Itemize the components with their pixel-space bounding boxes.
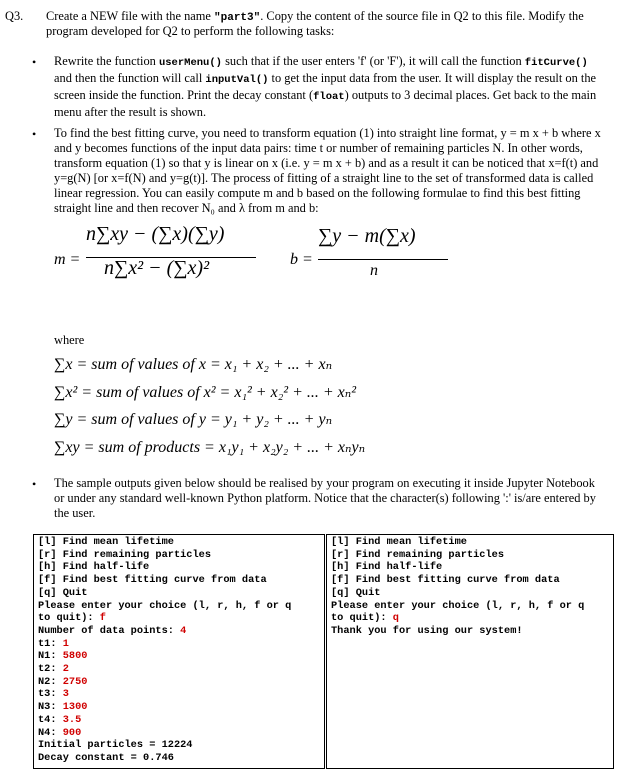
formula-m-numerator: n∑xy − (∑x)(∑y) bbox=[86, 223, 225, 245]
bullet2-line: transform equation (1) so that y is linear on x (i.e. y = m x + b) and as a result it can be noticed that x=f(t) and bbox=[54, 156, 599, 170]
fn-fitcurve: fitCurve() bbox=[524, 57, 588, 69]
bullet3-line: the user. bbox=[54, 506, 96, 520]
output-text: Initial particles = 12224 bbox=[38, 739, 193, 752]
filename: "part3" bbox=[214, 12, 261, 24]
output-text: Please enter your choice (l, r, h, f or q bbox=[38, 599, 292, 612]
user-input: 2 bbox=[62, 663, 69, 676]
output-line bbox=[331, 561, 609, 574]
output-text: Please enter your choice (l, r, h, f or q bbox=[331, 599, 585, 612]
output-text: t2: bbox=[38, 663, 63, 676]
bullet1-text: such that if the user enters 'f' (or 'F'), it will call the function bbox=[221, 54, 525, 68]
bullet1-text: menu after the result is shown. bbox=[54, 105, 207, 119]
where-label: where bbox=[54, 333, 85, 347]
formula-b-bar bbox=[318, 259, 448, 260]
output-line bbox=[38, 536, 320, 549]
output-text: N1: bbox=[38, 650, 63, 663]
formula-b-lhs: b = bbox=[290, 251, 313, 268]
formula-b-denominator: n bbox=[370, 262, 378, 279]
output-text: [r] Find remaining particles bbox=[331, 548, 505, 561]
output-text: Number of data points: bbox=[38, 624, 181, 637]
definition-sum-y: ∑y = sum of values of y = y₁ + y₂ + ... + yₙ bbox=[54, 411, 333, 428]
output-line bbox=[331, 612, 609, 625]
bullet-icon: • bbox=[32, 477, 37, 491]
bullet1-text: and then the function will call bbox=[54, 71, 206, 85]
output-text: Thank you for using our system! bbox=[331, 624, 523, 637]
bullet1-text: screen inside the function. Print the decay constant ( bbox=[54, 88, 314, 102]
output-line bbox=[38, 663, 320, 676]
sample-output-left bbox=[33, 534, 325, 769]
fn-inputval: inputVal() bbox=[205, 74, 269, 86]
output-line bbox=[38, 752, 320, 765]
definition-sum-x2: ∑x² = sum of values of x² = x₁² + x₂² + ... + xₙ² bbox=[54, 384, 357, 401]
output-text: [f] Find best fitting curve from data bbox=[331, 574, 560, 587]
definition-sum-xy: ∑xy = sum of products = x₁y₁ + x₂y₂ + ... + xₙyₙ bbox=[54, 439, 366, 456]
bullet1-text: Rewrite the function bbox=[54, 54, 159, 68]
bullet3-paragraph bbox=[54, 476, 614, 521]
output-text: [r] Find remaining particles bbox=[38, 548, 212, 561]
bullet2-line: To find the best fitting curve, you need to transform equation (1) into straight line format, y = m x + b where x bbox=[54, 126, 601, 140]
output-text: N4: bbox=[38, 726, 63, 739]
output-line bbox=[38, 739, 320, 752]
user-input: 4 bbox=[180, 624, 187, 637]
fn-usermenu: userMenu() bbox=[158, 57, 222, 69]
output-text: t4: bbox=[38, 713, 63, 726]
output-line bbox=[38, 638, 320, 651]
user-input: f bbox=[99, 612, 106, 625]
output-line bbox=[38, 701, 320, 714]
output-line bbox=[331, 625, 609, 638]
output-line bbox=[331, 536, 609, 549]
output-text: t3: bbox=[38, 688, 63, 701]
output-line bbox=[38, 714, 320, 727]
intro-text-a: Create a NEW file with the name bbox=[46, 9, 215, 23]
output-text: Decay constant = 0.746 bbox=[38, 751, 174, 764]
user-input: 1 bbox=[62, 637, 69, 650]
output-text: to quit): bbox=[331, 612, 393, 625]
user-input: 3 bbox=[62, 688, 69, 701]
bullet2-paragraph bbox=[54, 126, 614, 216]
output-line bbox=[38, 650, 320, 663]
output-line bbox=[38, 625, 320, 638]
output-line bbox=[38, 612, 320, 625]
output-text: [l] Find mean lifetime bbox=[331, 536, 467, 548]
output-line bbox=[331, 600, 609, 613]
formula-b-numerator: ∑y − m(∑x) bbox=[318, 225, 416, 247]
output-text: [q] Quit bbox=[38, 586, 88, 599]
bullet-icon: • bbox=[32, 127, 37, 141]
output-text: N3: bbox=[38, 701, 63, 714]
fn-float: float bbox=[313, 91, 345, 103]
bullet3-line: or under any standard well-known Python platform. Notice that the character(s) following ':' is/are entered by bbox=[54, 491, 596, 505]
output-line bbox=[38, 574, 320, 587]
question-number: Q3. bbox=[5, 9, 24, 23]
formula-m-lhs: m = bbox=[54, 251, 81, 268]
user-input: 2750 bbox=[62, 675, 88, 688]
output-text: [h] Find half-life bbox=[38, 561, 150, 574]
intro-text-b: . Copy the content of the source file in Q2 to this file. Modify the bbox=[260, 9, 584, 23]
bullet1-text: ) outputs to 3 decimal places. Get back to the main bbox=[344, 88, 597, 102]
output-text: [h] Find half-life bbox=[331, 561, 443, 574]
bullet1-text: to get the input data from the user. It will display the result on the bbox=[268, 71, 597, 85]
output-line bbox=[38, 561, 320, 574]
bullet2-line: straight line and then recover N₀ and λ from m and b: bbox=[54, 201, 319, 215]
output-text: N2: bbox=[38, 675, 63, 688]
output-line bbox=[38, 549, 320, 562]
user-input: q bbox=[392, 612, 399, 625]
output-line bbox=[38, 688, 320, 701]
output-line bbox=[38, 587, 320, 600]
user-input: 5800 bbox=[62, 650, 88, 663]
bullet2-line: and y becomes functions of the input data pairs: time t or number of remaining particles N. In other words, bbox=[54, 141, 583, 155]
bullet2-line: y=g(N) [or x=f(N) and y=g(t)]. The process of fitting of a straight line to the set of transformed data is called bbox=[54, 171, 594, 185]
output-line bbox=[331, 587, 609, 600]
bullet-icon: • bbox=[32, 55, 37, 69]
user-input: 900 bbox=[62, 726, 82, 739]
bullet3-line: The sample outputs given below should be realised by your program on executing it inside Jupyter Notebook bbox=[54, 476, 595, 490]
definition-sum-x: ∑x = sum of values of x = x₁ + x₂ + ... + xₙ bbox=[54, 356, 333, 373]
output-line bbox=[38, 676, 320, 689]
output-line bbox=[38, 600, 320, 613]
output-text: [l] Find mean lifetime bbox=[38, 536, 174, 548]
bullet2-line: linear regression. You can easily compute m and b based on the following formulae to find this best fitting bbox=[54, 186, 581, 200]
output-line bbox=[331, 574, 609, 587]
bullet1-paragraph bbox=[54, 54, 614, 120]
user-input: 3.5 bbox=[62, 713, 82, 726]
output-line bbox=[38, 727, 320, 740]
output-text: [f] Find best fitting curve from data bbox=[38, 574, 267, 587]
output-text: t1: bbox=[38, 637, 63, 650]
output-text: to quit): bbox=[38, 612, 100, 625]
sample-output-right bbox=[326, 534, 614, 769]
question-intro-line2: program developed for Q2 to perform the following tasks: bbox=[46, 24, 335, 38]
user-input: 1300 bbox=[62, 701, 88, 714]
formula-m-denominator: n∑x² − (∑x)² bbox=[104, 257, 210, 279]
output-text: [q] Quit bbox=[331, 586, 381, 599]
output-line bbox=[331, 549, 609, 562]
